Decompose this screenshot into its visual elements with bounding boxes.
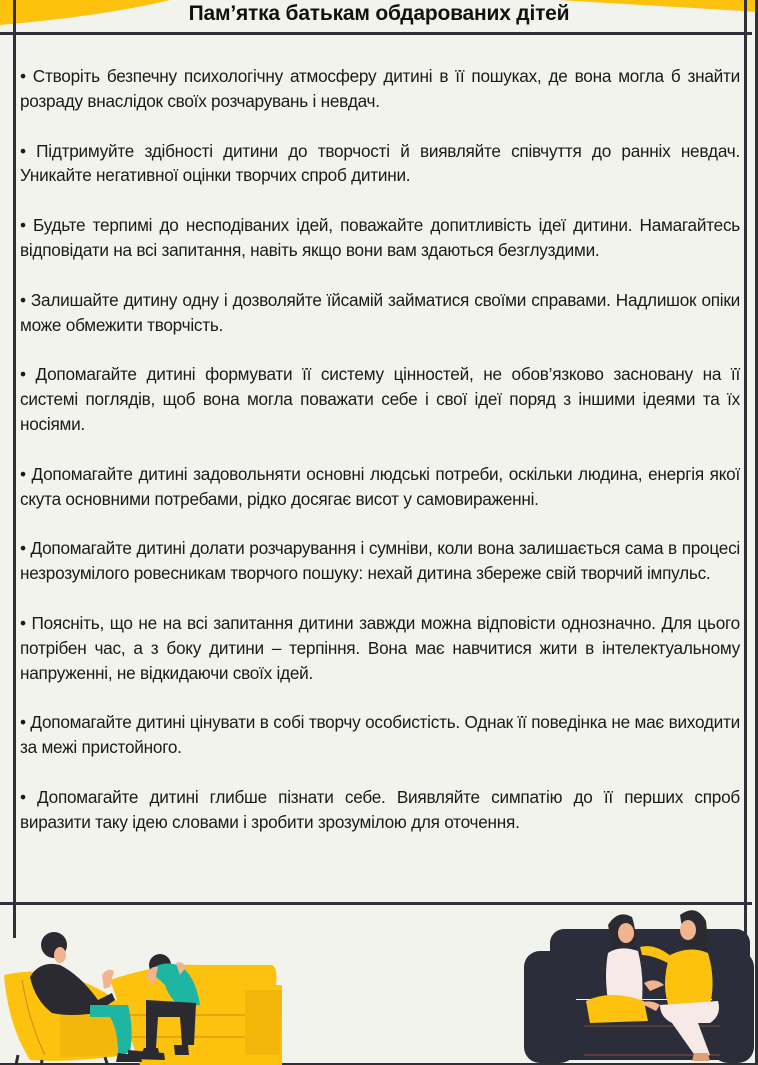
- frame-right-line: [744, 0, 747, 938]
- memo-item: • Допомагайте дитині формувати її систему цінностей, не обов’язково засновану на її системі поглядів, щоб вона могла поважати себе і свої ідеї поряд з іншими ідеями та їх носіями.: [20, 364, 740, 434]
- mother-daughter-talk-icon: [520, 905, 755, 1063]
- memo-item: • Будьте терпимі до несподіваних ідей, поважайте допитливість ідеї дитини. Намагайтесь відповідати на всі запитання, навіть якщо вони вам здаються безглуздими.: [20, 215, 740, 260]
- memo-item: • Допомагайте дитині задовольняти основні людські потреби, оскільки людина, енергія якої скута основними потребами, рідко досягає висот у самовираженні.: [20, 463, 740, 509]
- memo-item: • Допомагайте дитині глибше пізнати себе. Виявляйте симпатію до її перших спроб виразити таку ідею словами і зробити зрозумілою для оточення.: [20, 786, 740, 832]
- therapist-session-icon: [0, 905, 300, 1065]
- memo-item: • Створіть безпечну психологічну атмосферу дитині в її пошуках, де вона могла б знайти розраду внаслідок своїх розчарувань і невдач.: [20, 66, 740, 111]
- memo-item: • Допомагайте дитині долати розчарування і сумніви, коли вона залишається сама в процесі незрозумілого ровесникам творчого пошуку: нехай дитина збереже свій творчий імпульс.: [20, 538, 740, 584]
- memo-item: • Поясніть, що не на всі запитання дитини завжди можна відповісти однозначно. Для цього потрібен час, а з боку дитини – терпіння. Вона має навчитися жити в інтелектуальному напруженні, не відкидаючи своїх ідей.: [20, 612, 740, 683]
- memo-item: • Допомагайте дитині цінувати в собі творчу особистість. Однак її поведінка не має виходити за межі пристойного.: [20, 712, 740, 758]
- frame-top-line: [0, 32, 752, 35]
- page-title: Пам’ятка батькам обдарованих дітей: [188, 2, 570, 25]
- frame-left-line: [13, 0, 16, 938]
- memo-item: • Підтримуйте здібності дитини до творчості й виявляйте співчуття до ранніх невдач. Уникайте негативної оцінки творчих спроб дитини.: [20, 140, 740, 186]
- memo-item: • Залишайте дитину одну і дозволяйте їйсамій займатися своїми справами. Надлишок опіки може обмежити творчість.: [20, 289, 740, 335]
- memo-list: [20, 64, 740, 860]
